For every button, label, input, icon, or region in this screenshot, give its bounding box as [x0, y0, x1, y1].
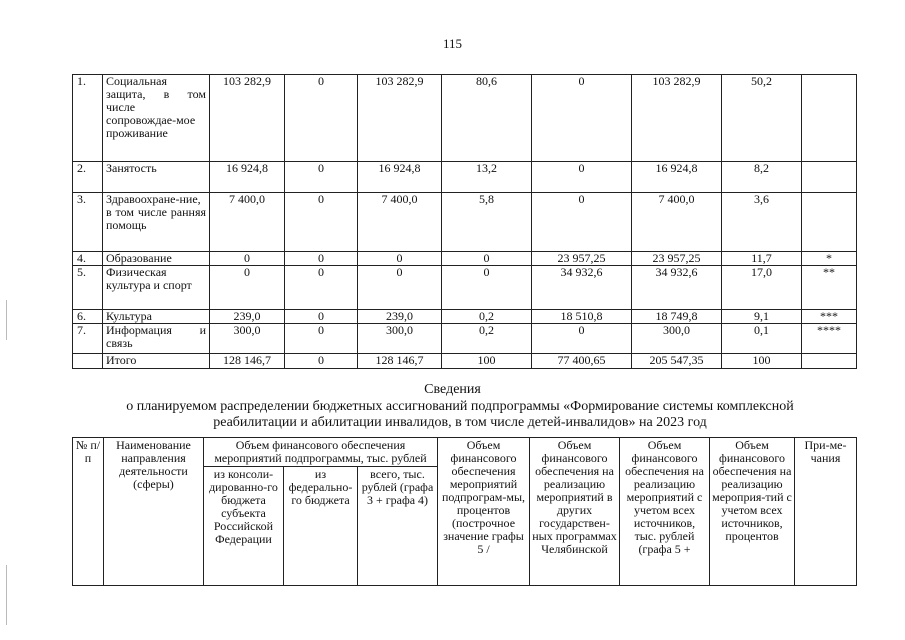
cell-all-sources: 300,0 — [632, 324, 722, 354]
table-row — [73, 193, 857, 252]
cell-regional-budget: 0 — [210, 266, 285, 310]
budget-table-2023-header — [72, 437, 857, 586]
row-name: Информация и связь — [103, 324, 210, 354]
cell-percent: 100 — [442, 354, 532, 369]
cell-total: 16 924,8 — [358, 162, 442, 193]
cell-all-sources: 18 749,8 — [632, 310, 722, 324]
header-num: № п/п — [73, 438, 104, 586]
cell-note: * — [802, 252, 857, 266]
cell-other-programs: 0 — [532, 162, 632, 193]
cell-note — [802, 75, 857, 162]
cell-percent: 0 — [442, 252, 532, 266]
cell-total: 128 146,7 — [358, 354, 442, 369]
row-name: Итого — [103, 354, 210, 369]
cell-note: **** — [802, 324, 857, 354]
cell-regional-budget: 16 924,8 — [210, 162, 285, 193]
row-name: Здравоохране-ние, в том числе ранняя помощь — [103, 193, 210, 252]
header-col7: Объем финансового обеспечения на реализацию мероприятий с учетом всех источников, тыс. рублей (графа 5 + — [620, 438, 710, 586]
cell-all-sources: 7 400,0 — [632, 193, 722, 252]
cell-percent: 13,2 — [442, 162, 532, 193]
cell-regional-budget: 0 — [210, 252, 285, 266]
row-name: Занятость — [103, 162, 210, 193]
cell-all-sources-percent: 8,2 — [722, 162, 802, 193]
cell-federal-budget: 0 — [285, 193, 358, 252]
header-col8: Объем финансового обеспечения на реализацию мероприя-тий с учетом всех источников, процентов — [710, 438, 795, 586]
cell-other-programs: 0 — [532, 324, 632, 354]
cell-other-programs: 77 400,65 — [532, 354, 632, 369]
cell-all-sources-percent: 17,0 — [722, 266, 802, 310]
table-row — [73, 162, 857, 193]
cell-all-sources: 16 924,8 — [632, 162, 722, 193]
table-row — [73, 324, 857, 354]
cell-percent: 0,2 — [442, 324, 532, 354]
cell-all-sources-percent: 3,6 — [722, 193, 802, 252]
header-col9: При-ме-чания — [795, 438, 857, 586]
cell-all-sources-percent: 0,1 — [722, 324, 802, 354]
header-sub-federal: из федерально-го бюджета — [284, 467, 358, 586]
header-sub-total: всего, тыс. рублей (графа 3 + графа 4) — [358, 467, 438, 586]
row-name: Социальная защита, в том числе сопровождае-мое проживание — [103, 75, 210, 162]
cell-federal-budget: 0 — [285, 266, 358, 310]
cell-other-programs: 34 932,6 — [532, 266, 632, 310]
cell-other-programs: 18 510,8 — [532, 310, 632, 324]
cell-federal-budget: 0 — [285, 310, 358, 324]
row-number: 6. — [73, 310, 103, 324]
table-row — [73, 75, 857, 162]
cell-all-sources-percent: 11,7 — [722, 252, 802, 266]
row-number: 5. — [73, 266, 103, 310]
cell-note: ** — [802, 266, 857, 310]
cell-regional-budget: 103 282,9 — [210, 75, 285, 162]
table-row — [73, 252, 857, 266]
cell-regional-budget: 128 146,7 — [210, 354, 285, 369]
header-col5: Объем финансового обеспечения мероприятий подпрограм-мы, процентов (построчное значение графы 5 / — [438, 438, 530, 586]
cell-all-sources: 34 932,6 — [632, 266, 722, 310]
cell-all-sources-percent: 100 — [722, 354, 802, 369]
header-col6: Объем финансового обеспечения на реализацию мероприятий в других государствен-ных программах Челябинской — [530, 438, 620, 586]
cell-note — [802, 354, 857, 369]
row-number: 1. — [73, 75, 103, 162]
cell-federal-budget: 0 — [285, 324, 358, 354]
table-row-total — [73, 354, 857, 369]
cell-note — [802, 193, 857, 252]
scan-artifact-mark — [6, 565, 7, 625]
cell-note — [802, 162, 857, 193]
cell-other-programs: 23 957,25 — [532, 252, 632, 266]
row-number — [73, 354, 103, 369]
row-number: 2. — [73, 162, 103, 193]
section-subtitle: о планируемом распределении бюджетных ассигнований подпрограммы «Формирование системы комплексной реабилитации и абилитации инвалидов, в том числе детей-инвалидов» на 2023 год — [126, 399, 794, 430]
row-number: 7. — [73, 324, 103, 354]
scan-artifact-mark — [6, 300, 7, 340]
header-name: Наименование направления деятельности (сферы) — [104, 438, 204, 586]
cell-total: 300,0 — [358, 324, 442, 354]
cell-regional-budget: 300,0 — [210, 324, 285, 354]
row-number: 3. — [73, 193, 103, 252]
cell-federal-budget: 0 — [285, 162, 358, 193]
cell-total: 7 400,0 — [358, 193, 442, 252]
cell-all-sources-percent: 9,1 — [722, 310, 802, 324]
cell-percent: 0,2 — [442, 310, 532, 324]
cell-other-programs: 0 — [532, 75, 632, 162]
header-group: Объем финансового обеспечения мероприятий подпрограммы, тыс. рублей — [204, 438, 438, 467]
cell-percent: 80,6 — [442, 75, 532, 162]
cell-federal-budget: 0 — [285, 354, 358, 369]
cell-all-sources: 23 957,25 — [632, 252, 722, 266]
header-row — [73, 438, 857, 467]
page-number: 115 — [442, 36, 463, 51]
cell-federal-budget: 0 — [285, 75, 358, 162]
cell-note: *** — [802, 310, 857, 324]
cell-percent: 0 — [442, 266, 532, 310]
header-sub-regional: из консоли-дированно-го бюджета субъекта Российской Федерации — [204, 467, 284, 586]
cell-other-programs: 0 — [532, 193, 632, 252]
cell-total: 239,0 — [358, 310, 442, 324]
cell-total: 0 — [358, 266, 442, 310]
cell-regional-budget: 7 400,0 — [210, 193, 285, 252]
row-name: Образование — [103, 252, 210, 266]
table-row — [73, 266, 857, 310]
table-row — [73, 310, 857, 324]
cell-federal-budget: 0 — [285, 252, 358, 266]
cell-total: 103 282,9 — [358, 75, 442, 162]
cell-all-sources: 103 282,9 — [632, 75, 722, 162]
budget-table-continuation — [72, 74, 857, 369]
cell-regional-budget: 239,0 — [210, 310, 285, 324]
row-name: Физическая культура и спорт — [103, 266, 210, 310]
cell-percent: 5,8 — [442, 193, 532, 252]
cell-all-sources: 205 547,35 — [632, 354, 722, 369]
cell-all-sources-percent: 50,2 — [722, 75, 802, 162]
row-number: 4. — [73, 252, 103, 266]
section-title: Сведения — [424, 382, 481, 397]
cell-total: 0 — [358, 252, 442, 266]
row-name: Культура — [103, 310, 210, 324]
